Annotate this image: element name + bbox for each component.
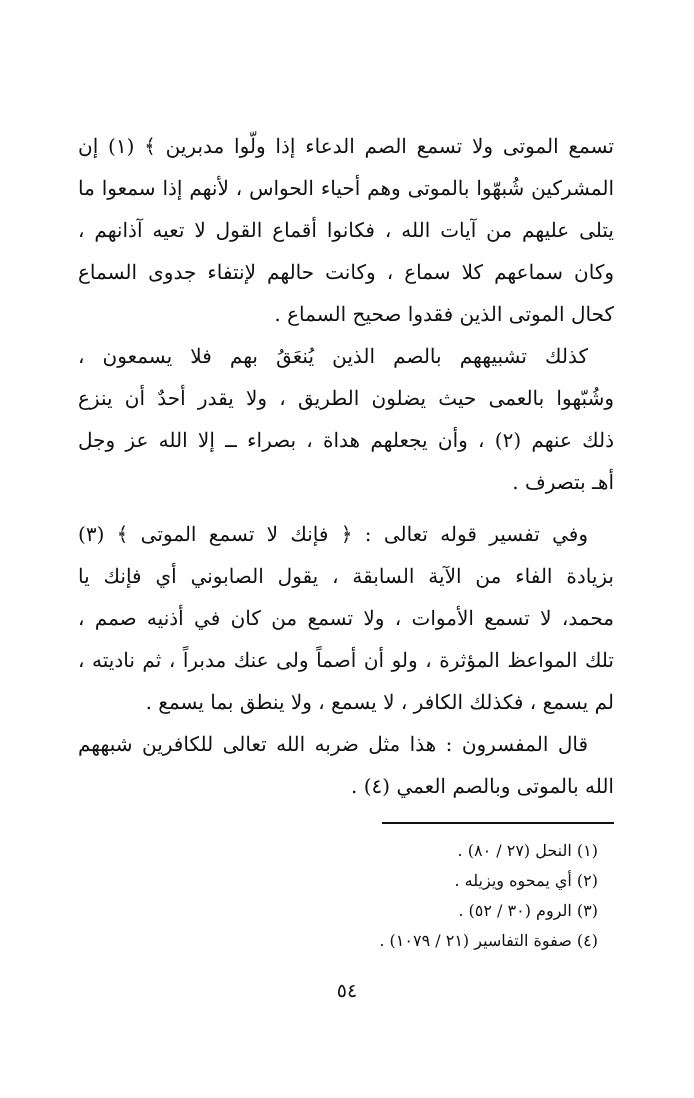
paragraph <box>78 125 614 335</box>
text-line: لم يسمع ، فكذلك الكافر ، لا يسمع ، ولا ينطق بما يسمع . <box>145 690 614 714</box>
text-line: كحال الموتى الذين فقدوا صحيح السماع . <box>274 302 614 326</box>
text-line: ذلك عنهم (٢) ، وأن يجعلهم هداة ، بصراء ــ إلا الله عز وجل <box>78 428 615 452</box>
footnote-2: (٢) أي يمحوه ويزيله . <box>454 871 598 890</box>
footnotes <box>379 836 598 956</box>
text-line: الله بالموتى وبالصم العمي (٤) . <box>351 774 614 798</box>
text-line: وكان سماعهم كلا سماع ، وكانت حالهم لإنتفاء جدوى السماع <box>78 260 615 284</box>
paragraph <box>78 513 614 723</box>
text-line: وفي تفسير قوله تعالى : ﴿ فإنك لا تسمع الموتى ﴾ (٣) <box>78 522 588 546</box>
text-line: بزيادة الفاء من الآية السابقة ، يقول الصابوني أي فإنك يا <box>78 564 614 588</box>
text-line: وشُبّهوا بالعمى حيث يضلون الطريق ، ولا يقدر أحدٌ أن ينزع <box>78 386 614 410</box>
text-line: المشركين شُبهّوا بالموتى وهم أحياء الحواس ، لأنهم إذا سمعوا ما <box>78 176 614 200</box>
footnote-1: (١) النحل (٢٧ / ٨٠) . <box>457 841 598 860</box>
paragraph-spacer <box>78 503 614 513</box>
text-line: محمد، لا تسمع الأموات ، ولا تسمع من كان في أذنيه صمم ، <box>78 606 614 630</box>
text-line: كذلك تشبيههم بالصم الذين يُنعَقُ بهم فلا يسمعون ، <box>78 344 588 368</box>
footnote-3: (٣) الروم (٣٠ / ٥٢) . <box>458 901 598 920</box>
footnote-4: (٤) صفوة التفاسير (٢١ / ١٠٧٩) . <box>379 931 598 950</box>
text-line: يتلى عليهم من آيات الله ، فكانوا أقماع القول لا تعيه آذانهم ، <box>78 218 614 242</box>
text-line: قال المفسرون : هذا مثل ضربه الله تعالى للكافرين شبههم <box>78 732 588 756</box>
paragraph <box>78 723 614 807</box>
footnote-divider <box>382 822 614 824</box>
page-number: ٥٤ <box>336 980 358 1002</box>
paragraph <box>78 335 614 503</box>
text-line: تسمع الموتى ولا تسمع الصم الدعاء إذا ولّوا مدبرين ﴾ (١) إن <box>78 134 615 158</box>
text-line: أهـ بتصرف . <box>512 470 614 494</box>
text-line: تلك المواعظ المؤثرة ، ولو أن أصماً ولى عنك مدبراً ، ثم ناديته ، <box>78 648 614 672</box>
